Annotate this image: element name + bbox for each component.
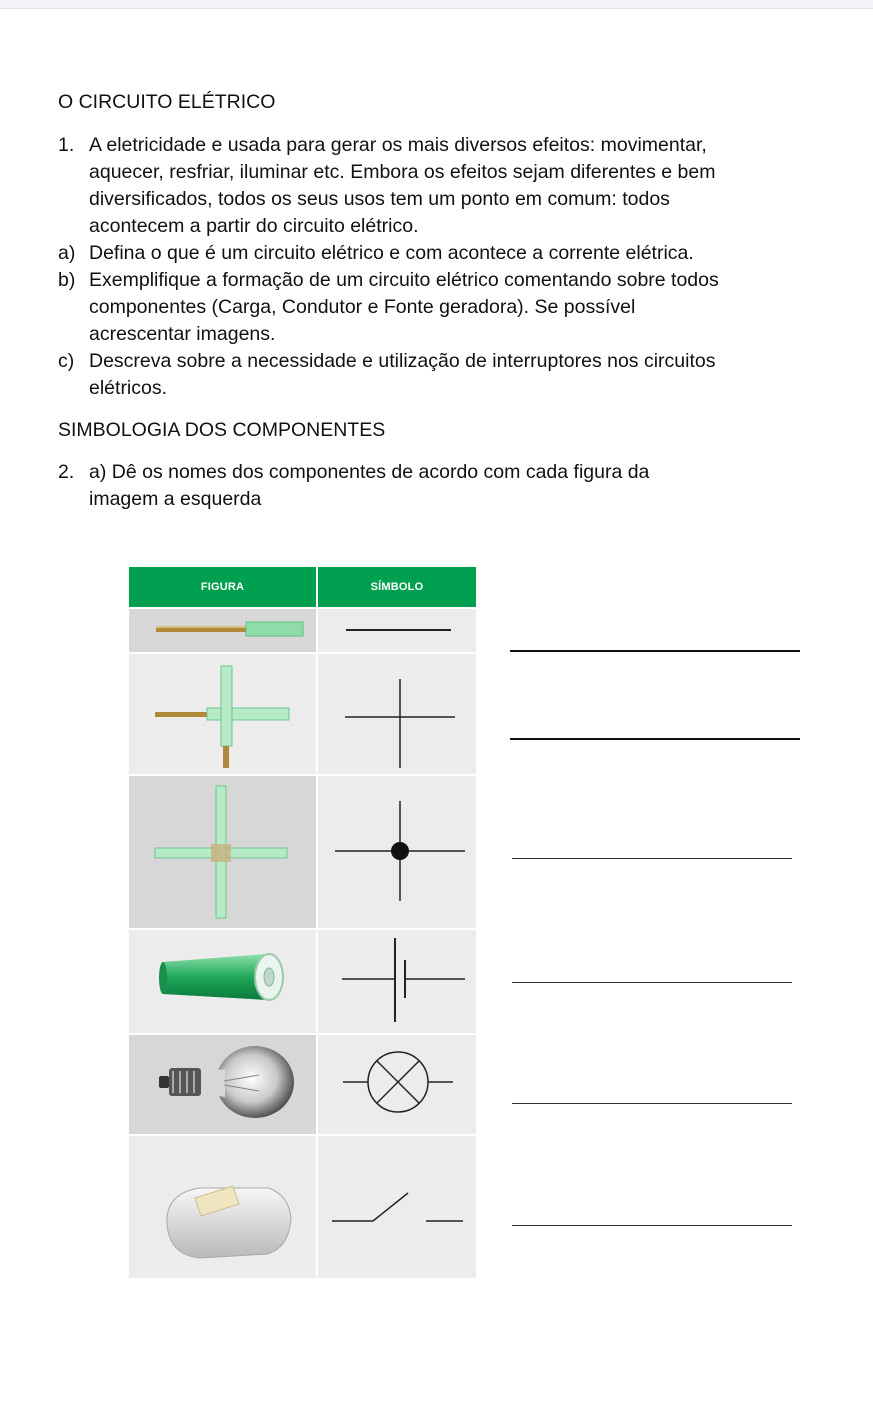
header-simbolo: SÍMBOLO [318, 567, 476, 607]
figure-switch [129, 1136, 316, 1278]
item-a-letter: a) [58, 242, 76, 264]
crossing-figure-icon [129, 654, 316, 774]
item-c-text: elétricos. [89, 377, 168, 399]
lamp-figure-icon [129, 1035, 316, 1134]
item-c-letter: c) [58, 350, 75, 372]
item-a-text: Defina o que é um circuito elétrico e com acontece a corrente elétrica. [89, 242, 694, 264]
question-1-number: 1. [58, 134, 75, 156]
item-b-text: acrescentar imagens. [89, 323, 276, 345]
symbol-wire [318, 609, 476, 652]
question-1-line: acontecem a partir do circuito elétrico. [89, 215, 419, 237]
wire-figure-icon [129, 609, 316, 652]
question-2-line: imagem a esquerda [89, 488, 262, 510]
answer-line[interactable] [512, 982, 792, 983]
switch-figure-icon [129, 1136, 316, 1278]
item-b-letter: b) [58, 269, 76, 291]
junction-figure-icon [129, 776, 316, 928]
item-b-text: componentes (Carga, Condutor e Fonte geradora). Se possível [89, 296, 636, 318]
answer-line[interactable] [512, 858, 792, 859]
figure-lamp [129, 1035, 316, 1134]
wire-symbol-icon [318, 609, 476, 652]
battery-figure-icon [129, 930, 316, 1033]
lamp-symbol-icon [318, 1035, 476, 1134]
question-2-line: a) Dê os nomes dos componentes de acordo com cada figura da [89, 461, 650, 483]
section-title: SIMBOLOGIA DOS COMPONENTES [58, 419, 386, 441]
answer-line[interactable] [512, 1103, 792, 1104]
symbol-table [129, 567, 476, 1278]
figure-crossing [129, 654, 316, 774]
symbol-switch [318, 1136, 476, 1278]
figure-junction [129, 776, 316, 928]
symbol-crossing [318, 654, 476, 774]
figure-battery [129, 930, 316, 1033]
battery-symbol-icon [318, 930, 476, 1033]
figure-wire [129, 609, 316, 652]
symbol-lamp [318, 1035, 476, 1134]
page-title: O CIRCUITO ELÉTRICO [58, 91, 276, 113]
item-b-text: Exemplifique a formação de um circuito elétrico comentando sobre todos [89, 269, 719, 291]
answer-line[interactable] [512, 1225, 792, 1226]
header-figura: FIGURA [129, 567, 316, 607]
question-1-line: diversificados, todos os seus usos tem um ponto em comum: todos [89, 188, 670, 210]
symbol-junction [318, 776, 476, 928]
question-2-number: 2. [58, 461, 75, 483]
crossing-symbol-icon [318, 654, 476, 774]
top-bar [0, 0, 873, 9]
item-c-text: Descreva sobre a necessidade e utilização de interruptores nos circuitos [89, 350, 716, 372]
switch-symbol-icon [318, 1136, 476, 1278]
question-1-line: A eletricidade e usada para gerar os mais diversos efeitos: movimentar, [89, 134, 707, 156]
answer-line[interactable] [510, 650, 800, 652]
symbol-battery [318, 930, 476, 1033]
answer-line[interactable] [510, 738, 800, 740]
question-1-line: aquecer, resfriar, iluminar etc. Embora os efeitos sejam diferentes e bem [89, 161, 716, 183]
junction-symbol-icon [318, 776, 476, 928]
